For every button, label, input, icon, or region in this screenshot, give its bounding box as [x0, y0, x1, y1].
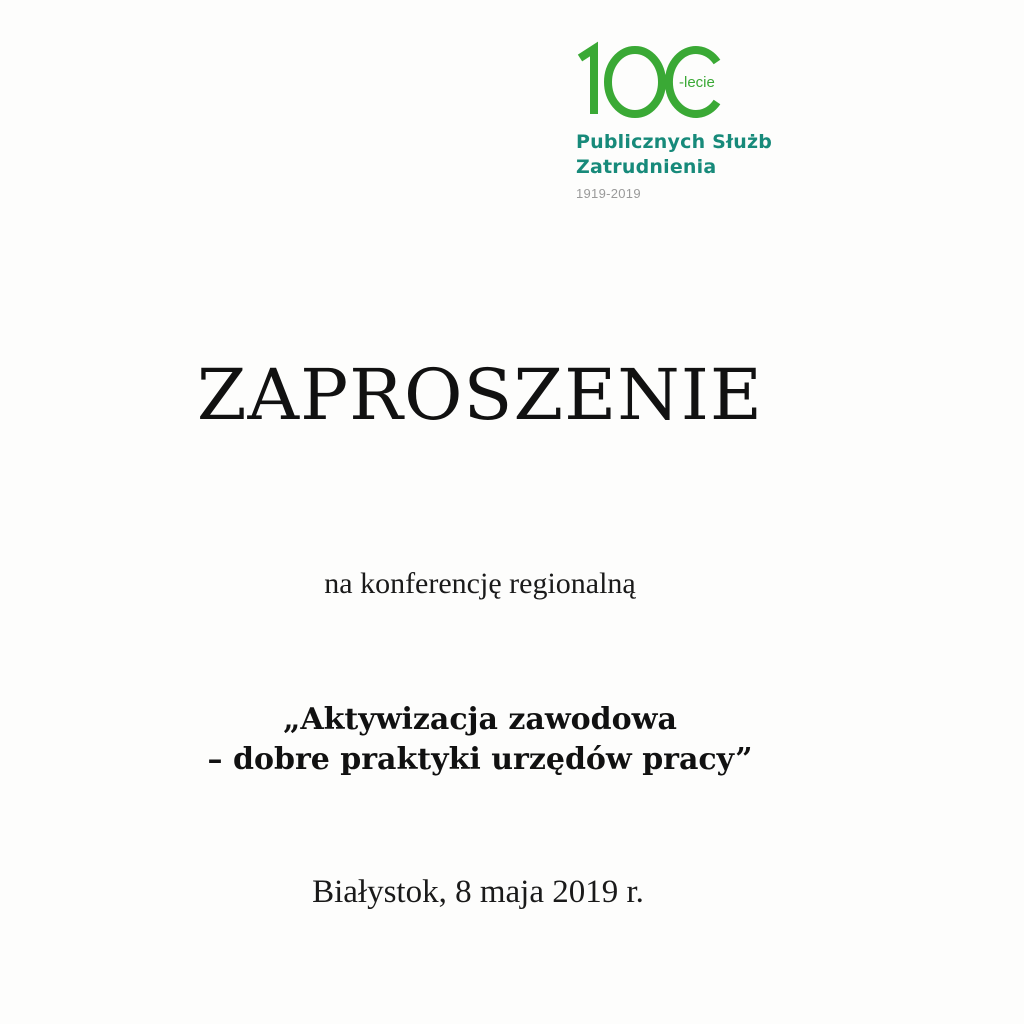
logo-lecie-text: -lecie: [679, 74, 715, 91]
logo-years: 1919-2019: [576, 186, 641, 201]
logo-line-2: Zatrudnienia: [576, 156, 717, 178]
document-title: ZAPROSZENIE: [196, 354, 764, 436]
centenary-logo: [576, 40, 856, 210]
place-and-date: Białystok, 8 maja 2019 r.: [312, 874, 644, 910]
conference-title-line-1: „Aktywizacja zawodowa: [283, 702, 677, 737]
conference-title: [0, 700, 960, 780]
logo-line-1: Publicznych Służb: [576, 131, 773, 153]
conference-title-line-2: – dobre praktyki urzędów pracy”: [207, 742, 753, 777]
logo-100-mark: [576, 40, 746, 120]
document-subtitle: na konferencję regionalną: [324, 567, 636, 600]
